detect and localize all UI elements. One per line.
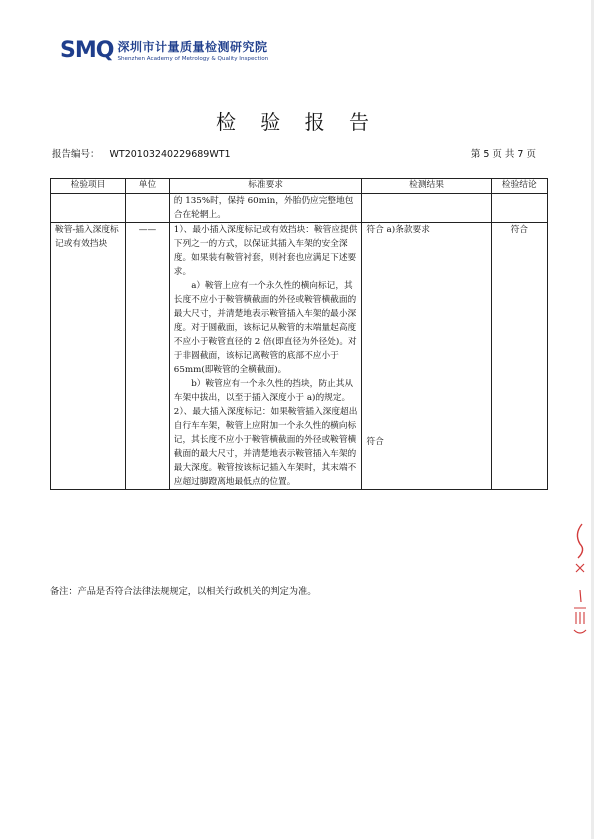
header-conclusion: 检验结论 — [491, 179, 547, 194]
standard-clause-1: 1）、最小插入深度标记或有效挡块：鞍管应提供下列之一的方式，以保证其插入车架的安全深度。如果装有鞍管衬套，则衬套也应满足下述要求。 — [173, 225, 358, 277]
row-result — [362, 223, 491, 490]
org-name-en: Shenzhen Academy of Metrology & Quality Inspection — [117, 56, 269, 62]
table-row — [51, 194, 548, 223]
result-1: 符合 a)条款要求 — [366, 225, 430, 235]
org-name-cn: 深圳市计量质量检测研究院 — [117, 40, 268, 54]
result-2: 符合 — [366, 437, 384, 447]
seal-stamp-icon — [568, 520, 590, 640]
row-item: 鞍管-插入深度标记或有效挡块 — [51, 223, 126, 490]
standard-clause-2: 2）、最大插入深度标记：如果鞍管插入深度超出自行车车架，鞍管上应附加一个永久性的横向标记，其长度不应小于鞍管横截面的外径或鞍管横截面的最大尺寸，并清楚地表示鞍管插入车架的最大深度。鞍管按该标记插入车架时，其末端不应超过脚蹬离地最低点的位置。 — [173, 407, 358, 487]
row-unit: —— — [126, 223, 170, 490]
header-unit: 单位 — [126, 179, 170, 194]
report-number-value: WT20103240229689WT1 — [109, 149, 231, 160]
report-title: 检 验 报 告 — [215, 110, 379, 134]
remark-note: 备注：产品是否符合法律法规规定，以相关行政机关的判定为准。 — [50, 586, 317, 597]
standard-clause-b: b）鞍管应有一个永久性的挡块，防止其从车架中拔出，以至于插入深度小于 a)的规定。 — [173, 379, 354, 403]
logo-mark: SMQ — [60, 37, 114, 63]
report-number-label: 报告编号： — [52, 149, 100, 160]
row-standard — [169, 223, 362, 490]
inspection-table — [50, 178, 548, 490]
continuation-standard: 的 135%时，保持 60min，外胎仍应完整地包合在轮辋上。 — [169, 194, 362, 223]
page-info: 第 5 页 共 7 页 — [470, 149, 536, 160]
header-result: 检测结果 — [362, 179, 491, 194]
standard-clause-a: a）鞍管上应有一个永久性的横向标记，其长度不应小于鞍管横截面的外径或鞍管横截面的最大尺寸，并清楚地表示鞍管插入车架的最小深度。对于圆截面，该标记从鞍管的末端量起高度不应小于鞍管直径的 2 倍(即直径为外径处)。对于非圆截面，该标记离鞍管的底部不应小于 65mm(即鞍管的全横截面)。 — [173, 281, 357, 375]
report-number — [52, 146, 231, 160]
org-logo — [60, 35, 268, 65]
table-row — [51, 223, 548, 490]
row-conclusion: 符合 — [491, 223, 547, 490]
header-standard: 标准要求 — [169, 179, 362, 194]
table-header-row — [51, 179, 548, 194]
header-item: 检验项目 — [51, 179, 126, 194]
